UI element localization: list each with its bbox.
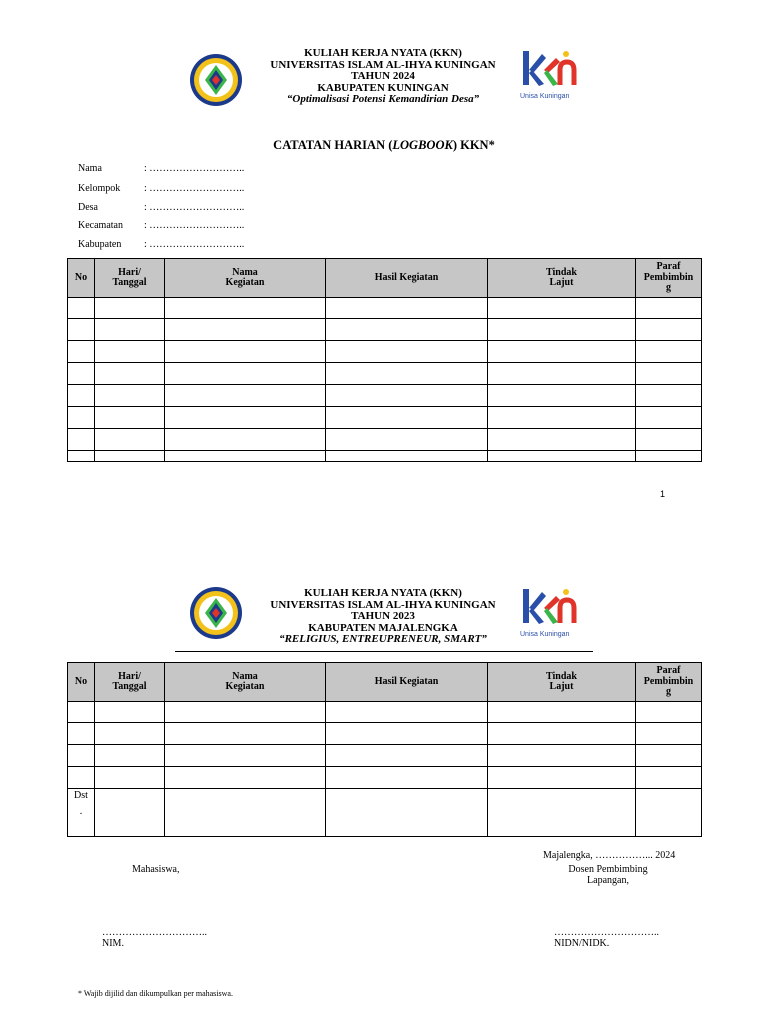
table-cell[interactable] [68, 385, 95, 407]
table-cell[interactable] [326, 767, 488, 789]
dst-label: Dst [74, 790, 88, 801]
table-header-row [68, 259, 702, 298]
page-number: 1 [660, 489, 666, 499]
table-cell[interactable] [636, 298, 702, 319]
student-role: Mahasiswa, [132, 864, 180, 875]
table-cell[interactable] [165, 789, 326, 837]
supervisor-id-label: NIDN/NIDK. [554, 938, 610, 949]
col-date [95, 663, 165, 702]
table-cell[interactable] [636, 363, 702, 385]
field-nama [78, 163, 244, 174]
header-line-4: KABUPATEN MAJALENGKA [308, 621, 458, 634]
table-cell[interactable] [488, 363, 636, 385]
header-line-3: TAHUN 2024 [351, 70, 415, 82]
col-no: No [68, 663, 95, 702]
table-cell[interactable] [488, 429, 636, 451]
logbook-table-2 [67, 662, 702, 837]
table-cell[interactable] [95, 789, 165, 837]
table-cell[interactable] [165, 363, 326, 385]
table-cell[interactable] [165, 298, 326, 319]
table-cell[interactable] [488, 341, 636, 363]
student-signature-line: ………………………….. [102, 927, 207, 938]
field-label: Kecamatan [78, 220, 123, 231]
col-label: Nama [232, 670, 258, 682]
col-label: Tanggal [112, 681, 147, 692]
table-cell[interactable] [636, 407, 702, 429]
table-cell[interactable] [326, 341, 488, 363]
header-line-1: KULIAH KERJA NYATA (KKN) [304, 587, 462, 599]
kkn-brand-text: Unisa Kuningan [520, 93, 570, 100]
table-cell[interactable] [636, 789, 702, 837]
table-row [68, 767, 702, 789]
table-cell[interactable] [95, 702, 165, 723]
student-id-label: NIM. [102, 938, 124, 949]
table-cell[interactable] [636, 385, 702, 407]
table-cell[interactable] [165, 429, 326, 451]
col-label: Hari/ [118, 670, 141, 682]
table-row [68, 319, 702, 341]
table-cell[interactable] [68, 767, 95, 789]
supervisor-role-line: Lapangan, [587, 875, 629, 886]
table-cell[interactable] [488, 723, 636, 745]
table-cell[interactable] [488, 319, 636, 341]
col-signature [636, 663, 702, 702]
page2-header [230, 588, 536, 646]
table-row [68, 407, 702, 429]
table-row [68, 429, 702, 451]
table-cell[interactable] [95, 745, 165, 767]
table-cell[interactable] [68, 319, 95, 341]
table-cell[interactable] [488, 789, 636, 837]
table-cell[interactable] [165, 341, 326, 363]
table-cell[interactable] [68, 451, 95, 462]
col-label: Lajut [549, 681, 574, 692]
col-result: Hasil Kegiatan [326, 663, 488, 702]
table-cell[interactable] [326, 407, 488, 429]
table-cell[interactable] [68, 341, 95, 363]
table-cell[interactable] [488, 407, 636, 429]
table-cell[interactable] [165, 407, 326, 429]
col-label: Hari/ [118, 266, 141, 278]
table-cell[interactable] [488, 745, 636, 767]
table-cell[interactable] [326, 429, 488, 451]
table-cell[interactable] [326, 745, 488, 767]
table-cell[interactable] [165, 385, 326, 407]
table-cell[interactable] [326, 298, 488, 319]
table-row [68, 723, 702, 745]
table-row [68, 745, 702, 767]
supervisor-signature-line: ………………………….. [554, 927, 659, 938]
table-cell[interactable] [165, 451, 326, 462]
header-line-2: UNIVERSITAS ISLAM AL-IHYA KUNINGAN [270, 58, 496, 71]
field-value: : ……………………….. [144, 202, 245, 213]
header-line-3: TAHUN 2023 [351, 610, 415, 622]
table-cell[interactable] [68, 702, 95, 723]
col-label: Pembimbin [643, 271, 694, 283]
table-cell[interactable] [326, 319, 488, 341]
col-activity [165, 259, 326, 298]
field-kabupaten [78, 239, 244, 250]
table-cell[interactable] [165, 767, 326, 789]
table-cell[interactable] [95, 767, 165, 789]
col-result: Hasil Kegiatan [326, 259, 488, 298]
table-row [68, 451, 702, 462]
table-cell[interactable] [636, 723, 702, 745]
document-title [0, 138, 768, 153]
col-label: Paraf [656, 261, 681, 273]
col-label: Pembimbin [643, 675, 694, 687]
table-cell[interactable] [488, 702, 636, 723]
table-cell[interactable] [488, 298, 636, 319]
table-cell[interactable] [326, 385, 488, 407]
table-cell[interactable] [326, 789, 488, 837]
field-value: : ……………………….. [144, 163, 245, 174]
col-no: No [68, 259, 95, 298]
table-cell[interactable] [326, 702, 488, 723]
col-activity [165, 663, 326, 702]
table-cell[interactable] [68, 429, 95, 451]
supervisor-role-line: Dosen Pembimbing [568, 864, 648, 875]
table-cell[interactable] [488, 767, 636, 789]
logbook-table-1 [67, 258, 702, 462]
col-label: Lajut [549, 277, 574, 288]
col-label: Tanggal [112, 277, 147, 288]
col-signature [636, 259, 702, 298]
table-cell[interactable] [68, 789, 95, 837]
title-suffix: ) KKN* [452, 138, 495, 152]
field-value: : ……………………….. [144, 183, 245, 194]
kkn-brand-text: Unisa Kuningan [520, 631, 570, 638]
table-cell[interactable] [95, 451, 165, 462]
table-cell[interactable] [95, 341, 165, 363]
col-date [95, 259, 165, 298]
header-line-4: KABUPATEN KUNINGAN [317, 81, 449, 94]
field-label: Nama [78, 163, 102, 174]
table-cell[interactable] [95, 407, 165, 429]
footnote: * Wajib dijilid dan dikumpulkan per mahasiswa. [78, 989, 233, 998]
header-line-1: KULIAH KERJA NYATA (KKN) [304, 47, 462, 59]
table-cell[interactable] [165, 745, 326, 767]
table-cell[interactable] [326, 723, 488, 745]
col-label: Tindak [546, 266, 577, 278]
header-tagline: “Optimalisasi Potensi Kemandirian Desa” [286, 93, 480, 105]
title-prefix: CATATAN HARIAN ( [273, 138, 393, 152]
col-label: Paraf [656, 665, 681, 677]
page1-header [230, 48, 536, 106]
table-row [68, 341, 702, 363]
col-label: Tindak [546, 670, 577, 682]
table-cell[interactable] [95, 429, 165, 451]
field-kecamatan [78, 220, 244, 231]
table-cell[interactable] [95, 363, 165, 385]
table-cell[interactable] [68, 745, 95, 767]
table-row-dst [68, 789, 702, 837]
kkn-logo [520, 586, 580, 642]
table-cell[interactable] [636, 341, 702, 363]
kkn-mark-icon [520, 586, 580, 628]
header-tagline: “RELIGIUS, ENTREUPRENEUR, SMART” [279, 633, 487, 645]
table-cell[interactable] [95, 298, 165, 319]
dst-dot: . [79, 806, 83, 817]
table-row [68, 298, 702, 319]
table-cell[interactable] [488, 385, 636, 407]
col-label: Nama [232, 266, 258, 278]
table-row [68, 702, 702, 723]
kkn-mark-icon [520, 48, 580, 90]
table-cell[interactable] [165, 702, 326, 723]
table-cell[interactable] [95, 723, 165, 745]
field-value: : ……………………….. [144, 220, 245, 231]
table-cell[interactable] [165, 723, 326, 745]
field-label: Kabupaten [78, 239, 122, 250]
col-followup [488, 259, 636, 298]
field-label: Kelompok [78, 183, 121, 194]
table-cell[interactable] [68, 363, 95, 385]
table-cell[interactable] [636, 429, 702, 451]
table-cell[interactable] [636, 745, 702, 767]
field-desa [78, 202, 244, 213]
table-cell[interactable] [326, 451, 488, 462]
field-label: Desa [78, 202, 98, 213]
col-label: g [666, 686, 671, 698]
table-cell[interactable] [95, 385, 165, 407]
title-italic: LOGBOOK [392, 138, 453, 152]
table-cell[interactable] [68, 723, 95, 745]
table-row [68, 385, 702, 407]
col-label: Kegiatan [225, 681, 265, 692]
table-cell[interactable] [165, 319, 326, 341]
col-label: Kegiatan [225, 277, 265, 288]
table-header-row [68, 663, 702, 702]
col-label: g [666, 282, 671, 294]
table-cell[interactable] [636, 451, 702, 462]
table-row [68, 363, 702, 385]
place-date: Majalengka, ……………... 2024 [543, 850, 676, 861]
header-divider [175, 651, 593, 652]
field-value: : ……………………….. [144, 239, 245, 250]
header-line-2: UNIVERSITAS ISLAM AL-IHYA KUNINGAN [270, 598, 496, 611]
kkn-logo [520, 48, 580, 104]
supervisor-role [548, 864, 668, 886]
col-followup [488, 663, 636, 702]
table-cell[interactable] [636, 319, 702, 341]
table-cell[interactable] [636, 702, 702, 723]
field-kelompok [78, 183, 244, 194]
table-cell[interactable] [636, 767, 702, 789]
table-cell[interactable] [488, 451, 636, 462]
table-cell[interactable] [68, 407, 95, 429]
table-cell[interactable] [68, 298, 95, 319]
table-cell[interactable] [326, 363, 488, 385]
table-cell[interactable] [95, 319, 165, 341]
